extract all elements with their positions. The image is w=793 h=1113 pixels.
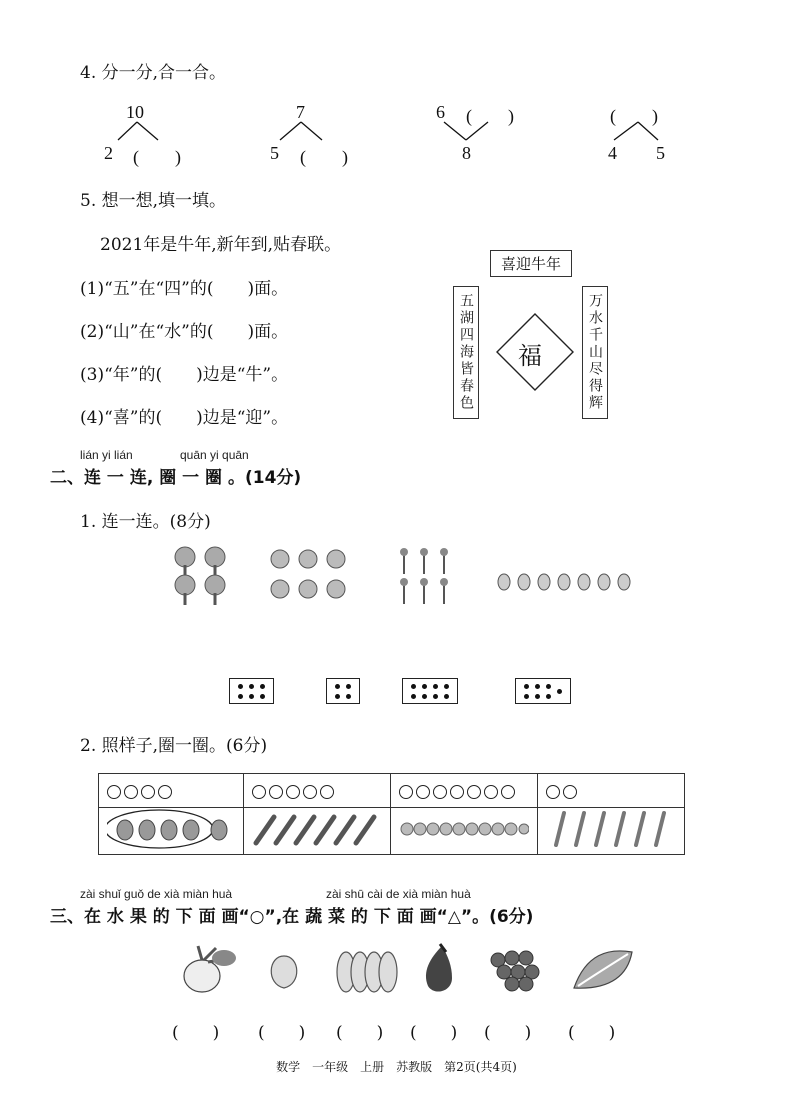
circles-5 bbox=[244, 774, 391, 808]
answer-blank-2[interactable]: ( ) bbox=[258, 1023, 306, 1043]
q4-item3-top-left: 6 bbox=[436, 102, 445, 122]
sec3-pinyin-2: zài shū cài de xià miàn huà bbox=[326, 887, 471, 901]
sec2-title: 二、连 一 连, 圈 一 圈 。(14分) bbox=[50, 468, 302, 488]
circle-table bbox=[98, 773, 685, 855]
sec3-title: 三、在 水 果 的 下 面 画“○”,在 蔬 菜 的 下 面 画“△”。(6分) bbox=[50, 907, 534, 927]
circles-7 bbox=[391, 774, 538, 808]
answer-blank-4[interactable]: ( ) bbox=[410, 1023, 458, 1043]
q5-title: 5. 想一想,填一填。 bbox=[80, 191, 227, 211]
peach-icon bbox=[264, 950, 304, 992]
dot-card-6[interactable] bbox=[229, 678, 274, 704]
q5-line-1[interactable]: (1)“五”在“四”的( )面。 bbox=[80, 279, 289, 299]
q4-item2-left: 5 bbox=[270, 143, 279, 163]
dot-card-8[interactable] bbox=[402, 678, 458, 704]
cabbage-icon bbox=[568, 944, 638, 996]
eggplant-icon bbox=[418, 942, 458, 996]
pencil-icon bbox=[546, 809, 676, 849]
fu-character: 福 bbox=[518, 342, 542, 370]
couplet-left: 五湖四海皆春色 bbox=[453, 286, 479, 419]
q4-item1-right[interactable]: ( ) bbox=[133, 147, 181, 167]
q4-item2-branch bbox=[274, 120, 334, 144]
q4-item4-right: 5 bbox=[656, 143, 665, 163]
answer-blank-3[interactable]: ( ) bbox=[336, 1023, 384, 1043]
answer-blank-1[interactable]: ( ) bbox=[172, 1023, 220, 1043]
radish-icon bbox=[180, 944, 240, 998]
q4-item4-left: 4 bbox=[608, 143, 617, 163]
q4-item1-top: 10 bbox=[126, 102, 144, 122]
q4-item2-top: 7 bbox=[296, 102, 305, 122]
q4-item3-bottom: 8 bbox=[462, 143, 471, 163]
dot-card-4[interactable] bbox=[326, 678, 360, 704]
q5-line-2[interactable]: (2)“山”在“水”的( )面。 bbox=[80, 322, 289, 342]
carrot-icon bbox=[252, 809, 382, 849]
sec2-sub2: 2. 照样子,圈一圈。(6分) bbox=[80, 736, 268, 756]
monkey-icon bbox=[268, 547, 352, 605]
sec2-pinyin-1: lián yi lián bbox=[80, 448, 133, 462]
tree-icon bbox=[170, 545, 232, 607]
q4-title: 4. 分一分,合一合。 bbox=[80, 63, 227, 83]
flower-icon bbox=[392, 546, 462, 608]
q5-intro: 2021年是牛年,新年到,贴春联。 bbox=[100, 235, 342, 255]
circles-2 bbox=[538, 774, 685, 808]
circles-4 bbox=[99, 774, 244, 808]
q4-item1-branch bbox=[110, 120, 170, 144]
radish-row-icon bbox=[494, 556, 644, 596]
page-footer: 数学 一年级 上册 苏教版 第2页(共4页) bbox=[276, 1060, 517, 1074]
strawberry-cell[interactable] bbox=[99, 808, 244, 855]
q4-item3-branch bbox=[440, 120, 500, 144]
dot-card-7[interactable] bbox=[515, 678, 571, 704]
sec2-sub1: 1. 连一连。(8分) bbox=[80, 512, 211, 532]
q4-item2-right[interactable]: ( ) bbox=[300, 147, 348, 167]
couplet-banner: 喜迎牛年 bbox=[490, 250, 572, 277]
bead-cell[interactable] bbox=[391, 808, 538, 855]
banana-icon bbox=[334, 948, 398, 994]
strawberry-icon bbox=[107, 809, 235, 849]
q5-line-3[interactable]: (3)“年”的( )边是“牛”。 bbox=[80, 365, 289, 385]
q5-line-4[interactable]: (4)“喜”的( )边是“迎”。 bbox=[80, 408, 289, 428]
q4-item4-top[interactable]: ( ) bbox=[610, 106, 658, 126]
sec3-pinyin-1: zài shuǐ guǒ de xià miàn huà bbox=[80, 887, 233, 901]
carrot-cell[interactable] bbox=[244, 808, 391, 855]
answer-blank-6[interactable]: ( ) bbox=[568, 1023, 616, 1043]
bead-icon bbox=[399, 809, 529, 849]
q4-item4-branch bbox=[608, 120, 668, 144]
sec2-pinyin-2: quān yi quān bbox=[180, 448, 249, 462]
q4-item3-top-right[interactable]: ( ) bbox=[466, 106, 514, 126]
q4-item1-left: 2 bbox=[104, 143, 113, 163]
pencil-cell[interactable] bbox=[538, 808, 685, 855]
answer-blank-5[interactable]: ( ) bbox=[484, 1023, 532, 1043]
couplet-right: 万水千山尽得辉 bbox=[582, 286, 608, 419]
grape-icon bbox=[486, 946, 546, 994]
